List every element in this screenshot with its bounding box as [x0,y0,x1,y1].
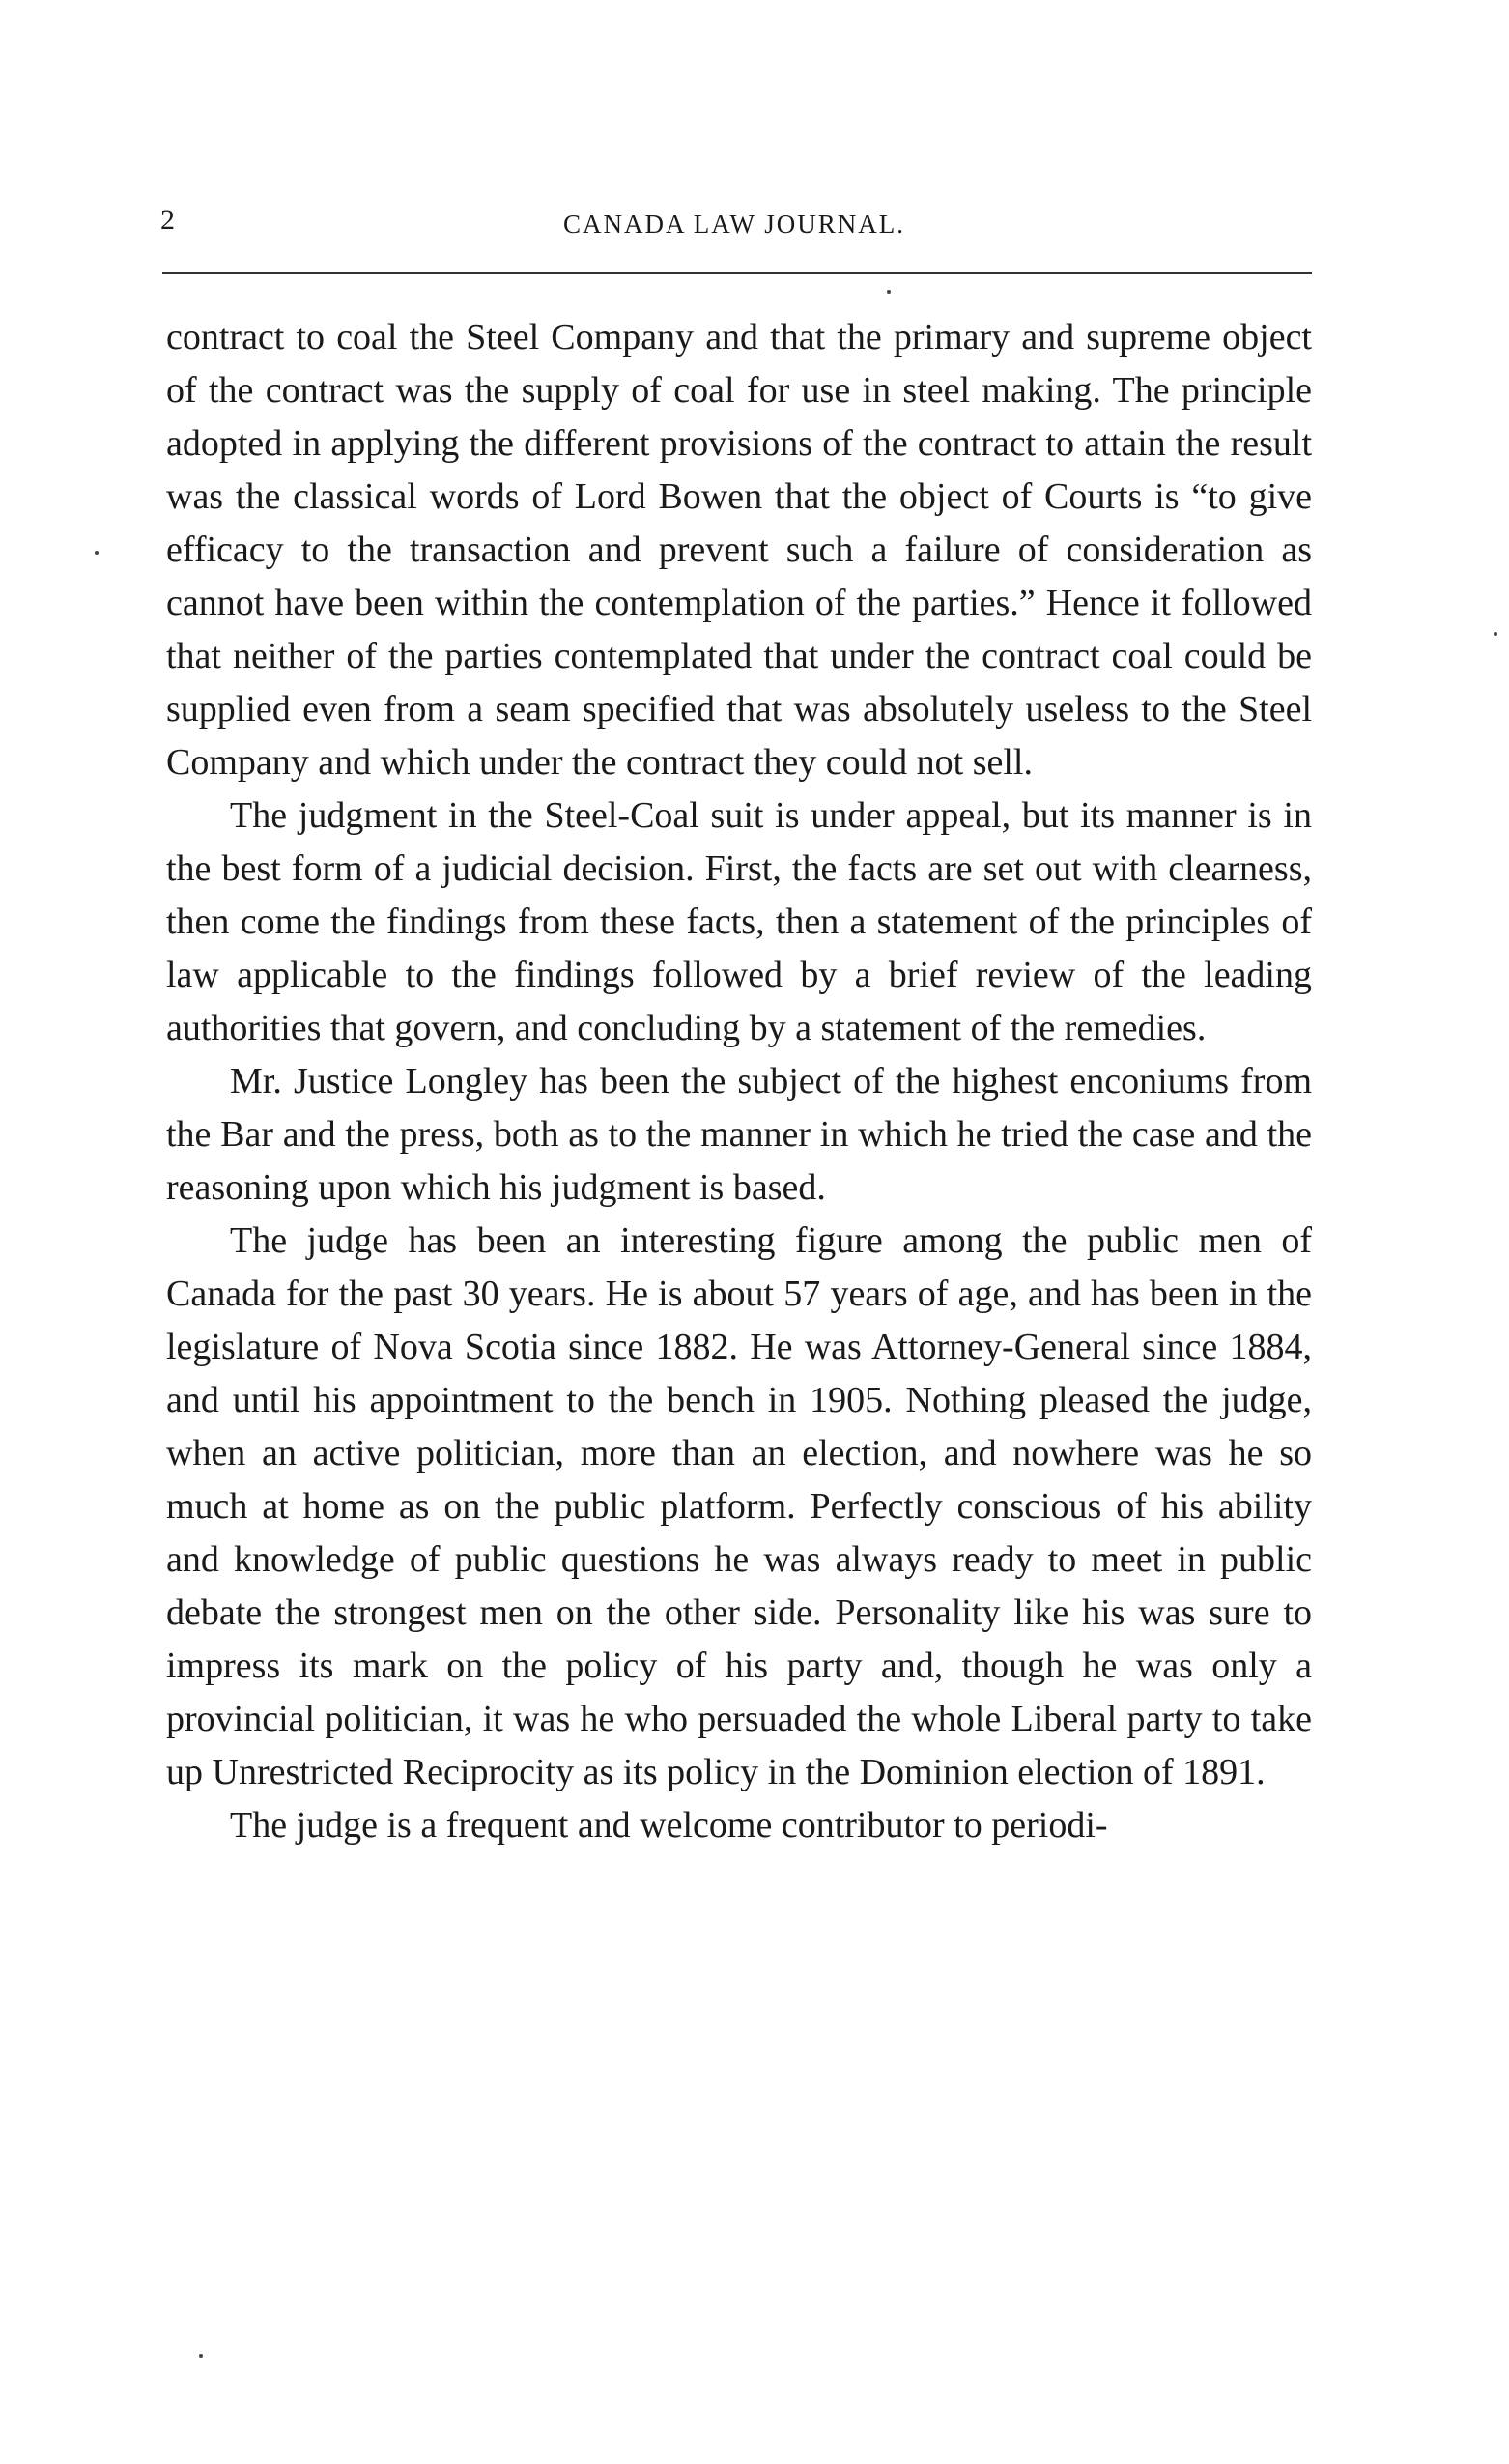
paragraph: The judge has been an interesting figure among the public men of Canada for the past 30 years. He is about 57 years of age, and has been in the legislature of Nova Scotia since 1882. He was Attorney-General since 1884, and until his appointment to the bench in 1905. Nothing pleased the judge, when an active politician, more than an election, and nowhere was he so much at home as on the public platform. Perfectly conscious of his ability and knowledge of public questions he was always ready to meet in public debate the strongest men on the other side. Personality like his was sure to impress its mark on the policy of his party and, though he was only a provincial politician, it was he who persuaded the whole Liberal party to take up Unrestricted Reciprocity as its policy in the Dominion election of 1891. [166,1220,1312,1792]
paragraph: Mr. Justice Longley has been the subject of the highest enconiums from the Bar and the press, both as to the manner in which he tried the case and the reasoning upon which his judgment is based. [166,1061,1312,1208]
paragraph: The judge is a frequent and welcome contributor to periodi- [230,1805,1108,1846]
paragraph: contract to coal the Steel Company and that the primary and supreme object of the contract was the supply of coal for use in steel making. The principle adopted in applying the different provisions of the contract to attain the result was the classical words of Lord Bowen that the object of Courts is “to give efficacy to the transaction and prevent such a failure of consideration as cannot have been within the contemplation of the parties.” Hence it followed that neither of the parties contemplated that under the contract coal could be supplied even from a seam specified that was absolutely useless to the Steel Company and which under the contract they could not sell. [166,317,1312,783]
print-speck [1494,632,1497,636]
paragraph: The judgment in the Steel-Coal suit is under appeal, but its manner is in the best form of a judicial decision. First, the facts are set out with clearness, then come the findings from these facts, then a statement of the principles of law applicable to the findings followed by a brief review of the leading authorities that govern, and concluding by a statement of the remedies. [166,795,1312,1048]
print-speck [199,2354,203,2358]
body-text [166,311,1312,1852]
header-rule [162,272,1312,274]
running-head: CANADA LAW JOURNAL. [562,210,906,239]
print-speck [887,290,891,294]
page-number: 2 [160,204,175,236]
print-speck [95,551,99,555]
